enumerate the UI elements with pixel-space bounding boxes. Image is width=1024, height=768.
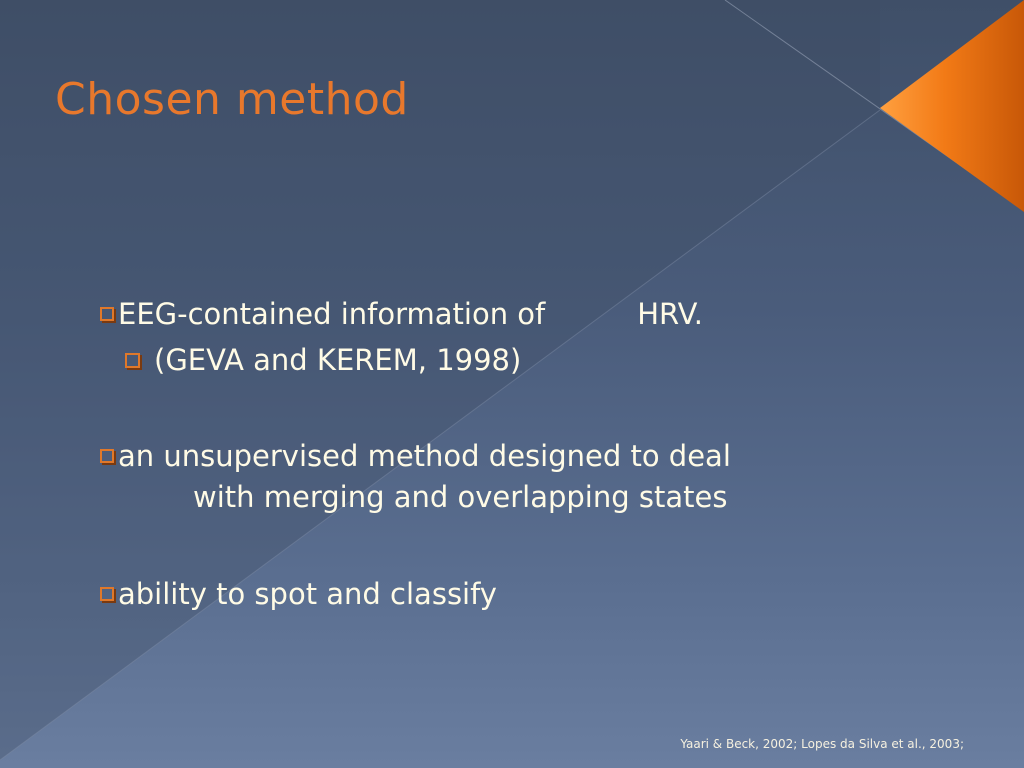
bullet-item-citation xyxy=(125,341,521,379)
bullet-text: (GEVA and KEREM, 1998) xyxy=(154,343,522,377)
bullet-text: ability to spot and classify xyxy=(118,577,497,611)
bullet-item-unsupervised xyxy=(100,437,731,475)
square-bullet-icon xyxy=(125,353,140,368)
bullet-item-unsupervised-continued xyxy=(193,478,727,516)
square-bullet-icon xyxy=(100,449,114,463)
bullet-text-line1: an unsupervised method designed to deal xyxy=(118,439,731,473)
bullet-text: EEG-contained information of xyxy=(118,297,546,331)
square-bullet-icon xyxy=(100,587,114,601)
bullet-item-ability xyxy=(100,575,497,613)
footer-citation: Yaari & Beck, 2002; Lopes da Silva et al., 2003; xyxy=(680,737,964,751)
bullet-item-eeg xyxy=(100,295,703,333)
square-bullet-icon xyxy=(100,307,114,321)
bullet-text-tail: HRV. xyxy=(637,297,703,331)
bullet-text-line2: with merging and overlapping states xyxy=(193,480,728,514)
slide-title: Chosen method xyxy=(55,74,409,125)
